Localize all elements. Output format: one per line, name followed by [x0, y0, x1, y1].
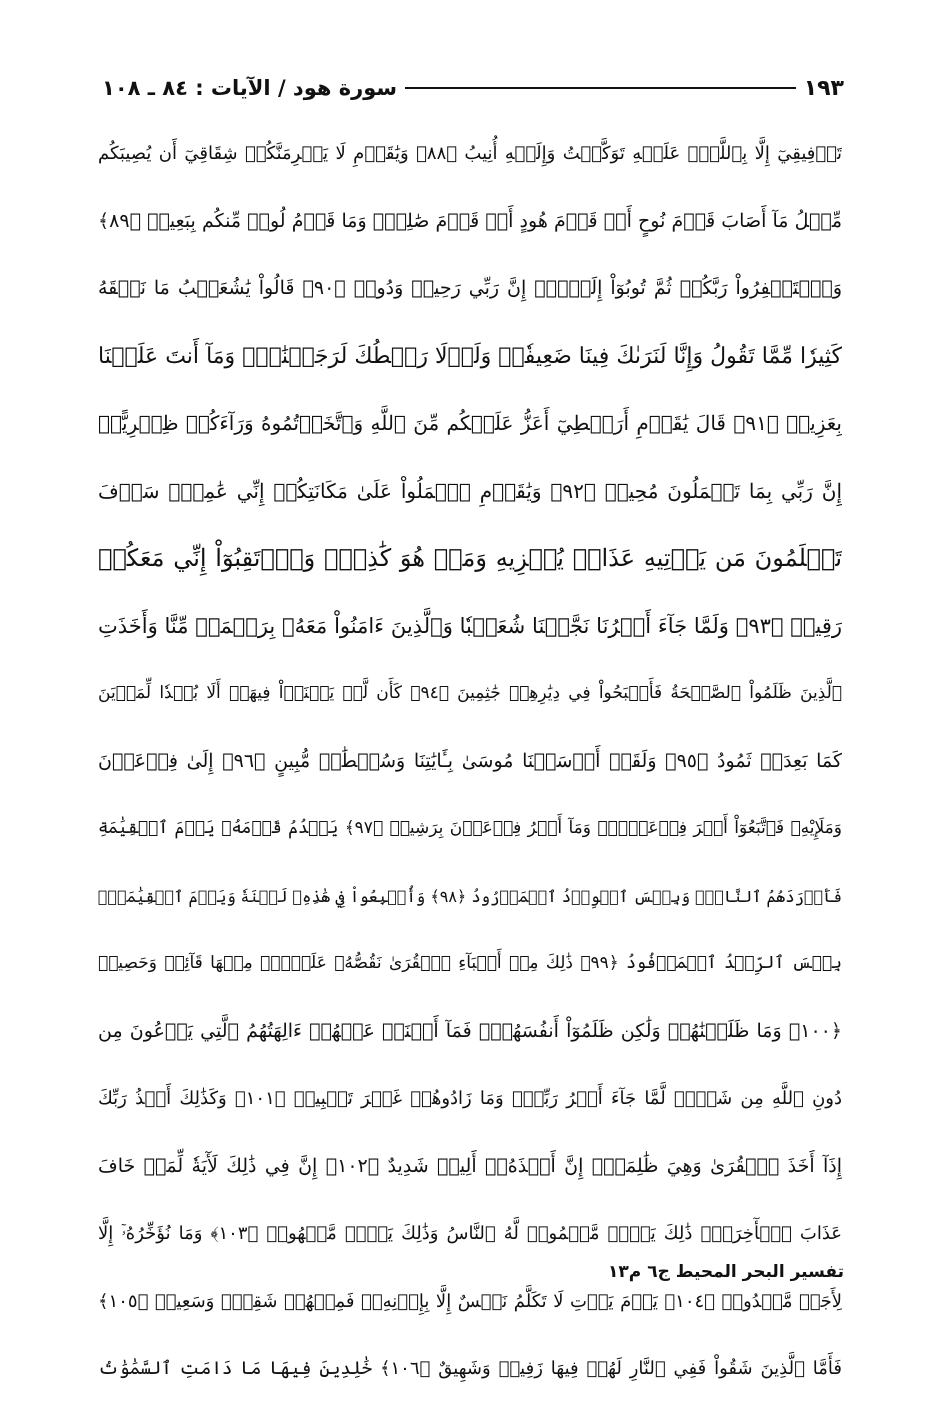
- page-footer: [96, 1262, 844, 1282]
- text-line: دُونِ ٱللَّهِ مِن شَيۡءٖ لَّمَّا جَآءَ أَمۡرُ رَبِّكَۖ وَمَا زَادُوهُمۡ غَيۡرَ تَتۡبِيبٖ ﴿١٠١﴾ وَكَذَٰلِكَ أَخۡذُ رَبِّكَ: [98, 1088, 842, 1109]
- quran-text-block: [98, 120, 842, 1403]
- surah-title: سورة هود / الآيات : ٨٤ ـ ١٠٨: [102, 76, 398, 100]
- footer-note: تفسير البحر المحيط ج٦ م١٣: [608, 1262, 844, 1282]
- text-line: وَٱسۡتَغۡفِرُواْ رَبَّكُمۡ ثُمَّ تُوبُوٓاْ إِلَيۡهِۚ إِنَّ رَبِّي رَحِيمٞ وَدُودٞ ﴿٩٠﴾ قَالُواْ يَٰشُعَيۡبُ مَا نَفۡقَهُ: [98, 277, 842, 299]
- text-line: عَذَابَ ٱلۡأٓخِرَةِۚ ذَٰلِكَ يَوۡمٞ مَّجۡمُوعٞ لَّهُ ٱلنَّاسُ وَذَٰلِكَ يَوۡمٞ مَّشۡهُودٞ ﴿١٠٣﴾ وَمَا نُؤَخِّرُهُۥٓ إِلَّا: [98, 1223, 842, 1244]
- text-line: لِأَجَلٖ مَّعۡدُودٖ ﴿١٠٤﴾ يَوۡمَ يَأۡتِ لَا تَكَلَّمُ نَفۡسٌ إِلَّا بِإِذۡنِهِۦۚ فَمِنۡهُمۡ شَقِيّٞ وَسَعِيدٞ ﴿١٠٥﴾: [98, 1290, 842, 1312]
- text-line: تَعۡلَمُونَ مَن يَأۡتِيهِ عَذَابٞ يُخۡزِيهِ وَمَنۡ هُوَ كَٰذِبٞۖ وَٱرۡتَقِبُوٓاْ إِنِّي مَعَكُمۡ: [98, 544, 842, 572]
- text-line: مِّثۡلُ مَآ أَصَابَ قَوۡمَ نُوحٍ أَوۡ قَوۡمَ هُودٍ أَوۡ قَوۡمَ صَٰلِحٖۚ وَمَا قَوۡمُ لُوطٖ مِّنكُم بِبَعِيدٖ ﴿٨٩﴾: [98, 209, 842, 232]
- text-line: ﴿١٠٠﴾ وَمَا ظَلَمۡنَٰهُمۡ وَلَٰكِن ظَلَمُوٓاْ أَنفُسَهُمۡۖ فَمَآ أَغۡنَتۡ عَنۡهُمۡ ءَالِهَتُهُمُ ٱلَّتِي يَدۡعُونَ مِن: [98, 1019, 842, 1042]
- page-header: [96, 68, 844, 108]
- page-number: ١٩٣: [803, 75, 844, 101]
- text-line: كَمَا بَعِدَتۡ ثَمُودُ ﴿٩٥﴾ وَلَقَدۡ أَرۡسَلۡنَا مُوسَىٰ بِـَٔايَٰتِنَا وَسُلۡطَٰنٖ مُّبِينٍ ﴿٩٦﴾ إِلَىٰ فِرۡعَوۡنَ: [98, 749, 842, 772]
- text-line: تَوۡفِيقِيٓ إِلَّا بِٱللَّهِۚ عَلَيۡهِ تَوَكَّلۡتُ وَإِلَيۡهِ أُنِيبُ ﴿٨٨﴾ وَيَٰقَوۡمِ لَا يَجۡرِمَنَّكُمۡ شِقَاقِيٓ أَن يُصِيبَكُم: [98, 143, 842, 164]
- text-line: إِنَّ رَبِّي بِمَا تَعۡمَلُونَ مُحِيطٞ ﴿٩٢﴾ وَيَٰقَوۡمِ ٱعۡمَلُواْ عَلَىٰ مَكَانَتِكُمۡ إِنِّي عَٰمِلٞۖ سَوۡفَ: [98, 478, 842, 503]
- text-line: رَقِيبٞ ﴿٩٣﴾ وَلَمَّا جَآءَ أَمۡرُنَا نَجَّيۡنَا شُعَيۡبٗا وَٱلَّذِينَ ءَامَنُواْ مَعَهُۥ بِرَحۡمَةٖ مِّنَّا وَأَخَذَتِ: [98, 613, 842, 638]
- text-line: فَأَمَّا ٱلَّذِينَ شَقُواْ فَفِي ٱلنَّارِ لَهُمۡ فِيهَا زَفِيرٞ وَشَهِيقٌ ﴿١٠٦﴾ خَٰلِدِينَ فِيهَا مَا دَامَتِ ٱلسَّمَٰوَٰتُ: [98, 1358, 842, 1379]
- text-line: إِذَآ أَخَذَ ٱلۡقُرَىٰ وَهِيَ ظَٰلِمَةٌۚ إِنَّ أَخۡذَهُۥٓ أَلِيمٞ شَدِيدٌ ﴿١٠٢﴾ إِنَّ فِي ذَٰلِكَ لَأٓيَةٗ لِّمَنۡ خَافَ: [98, 1154, 842, 1177]
- text-line: بِعَزِيزٖ ﴿٩١﴾ قَالَ يَٰقَوۡمِ أَرَهۡطِيٓ أَعَزُّ عَلَيۡكُم مِّنَ ٱللَّهِ وَٱتَّخَذۡتُمُوهُ وَرَآءَكُمۡ ظِهۡرِيًّاۖ: [98, 411, 842, 435]
- text-line: وَمَلَإِيْهِۦ فَٱتَّبَعُوٓاْ أَمۡرَ فِرۡعَوۡنَۖ وَمَآ أَمۡرُ فِرۡعَوۡنَ بِرَشِيدٖ ﴿٩٧﴾ يَقۡدُمُ قَوۡمَهُۥ يَوۡمَ ٱلۡقِيَٰمَةِ: [98, 818, 842, 838]
- header-divider: [405, 87, 796, 89]
- text-line: ٱلَّذِينَ ظَلَمُواْ ٱلصَّيۡحَةُ فَأَصۡبَحُواْ فِي دِيَٰرِهِمۡ جَٰثِمِينَ ﴿٩٤﴾ كَأَن لَّمۡ يَغۡنَوۡاْ فِيهَآۗ أَلَا بُعۡدٗا لِّمَدۡيَنَ: [98, 683, 842, 703]
- text-line: فَأَوۡرَدَهُمُ ٱلنَّارَۖ وَبِئۡسَ ٱلۡوِرۡدُ ٱلۡمَوۡرُودُ ﴿٩٨﴾ وَأُتۡبِعُواْ فِي هَٰذِهِۦ لَعۡنَةٗ وَيَوۡمَ ٱلۡقِيَٰمَةِۚ: [98, 886, 842, 906]
- text-line: كَثِيرٗا مِّمَّا تَقُولُ وَإِنَّا لَنَرَىٰكَ فِينَا ضَعِيفٗاۖ وَلَوۡلَا رَهۡطُكَ لَرَجَمۡنَٰكَۖ وَمَآ أَنتَ عَلَيۡنَا: [98, 343, 842, 369]
- text-line: بِئۡسَ ٱلرِّفۡدُ ٱلۡمَرۡفُودُ ﴿٩٩﴾ ذَٰلِكَ مِنۡ أَنۢبَآءِ ٱلۡقُرَىٰ نَقُصُّهُۥ عَلَيۡكَۖ مِنۡهَا قَآئِمٞ وَحَصِيدٞ: [98, 953, 842, 973]
